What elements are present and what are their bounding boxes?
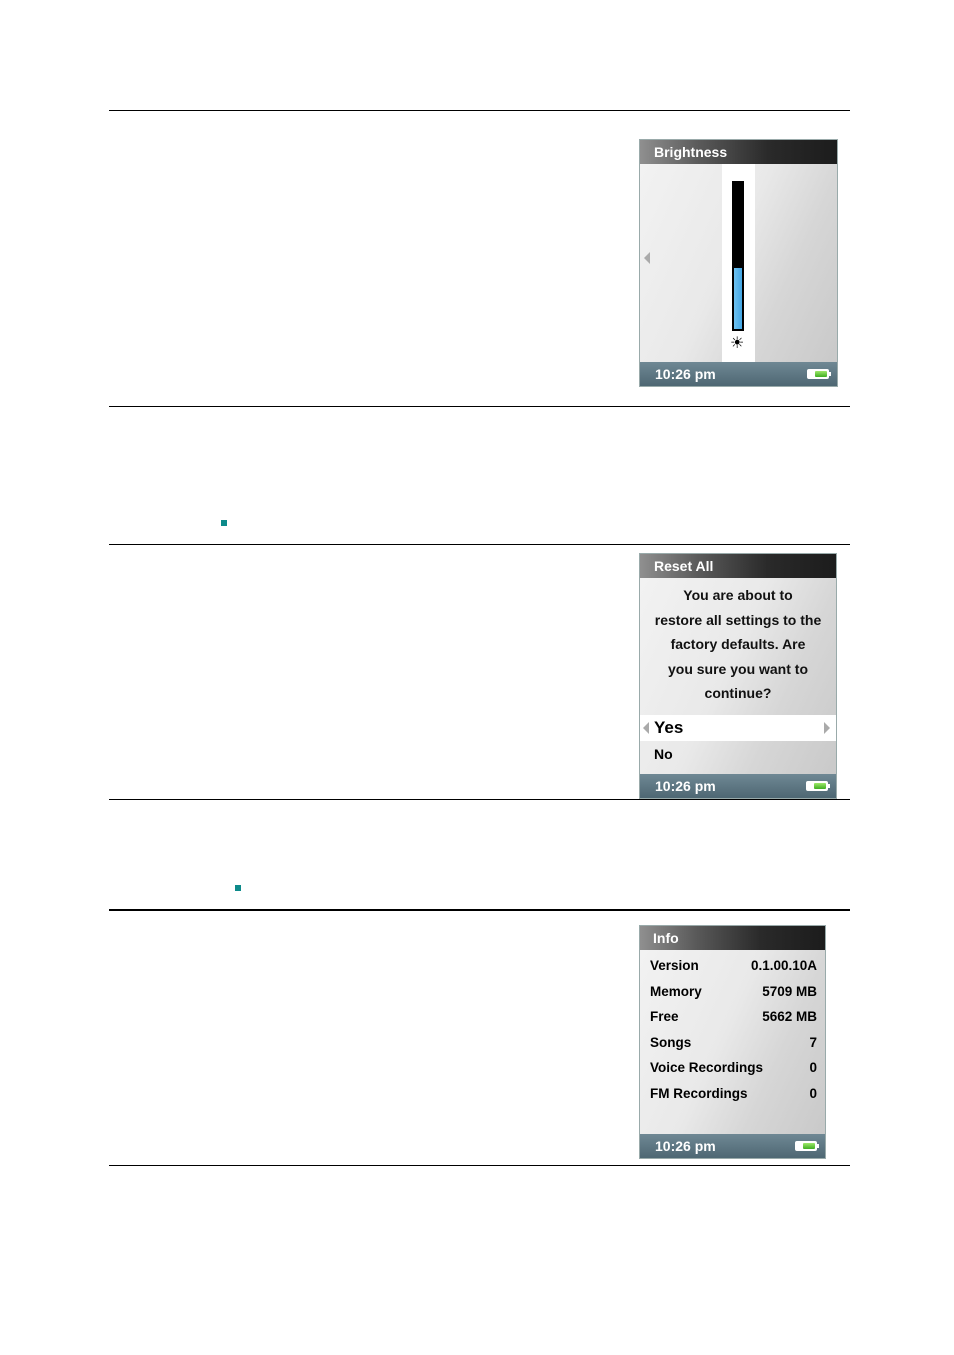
battery-icon xyxy=(806,781,828,791)
divider-4 xyxy=(109,799,850,800)
clock: 10:26 pm xyxy=(655,778,716,794)
sun-icon: ☀ xyxy=(730,335,745,352)
divider-6 xyxy=(109,1165,850,1166)
status-bar xyxy=(640,362,837,386)
message-line: restore all settings to the xyxy=(654,611,822,628)
brightness-screen xyxy=(639,139,838,387)
message-line: you sure you want to xyxy=(667,660,808,677)
info-screen xyxy=(639,925,826,1159)
info-key: Songs xyxy=(650,1035,692,1050)
info-key: Memory xyxy=(650,984,702,999)
info-value: 5662 MB xyxy=(762,1009,817,1024)
bullet-2 xyxy=(235,885,241,891)
bullet-1 xyxy=(221,520,227,526)
info-value: 0 xyxy=(809,1060,817,1075)
yes-option[interactable] xyxy=(640,715,836,741)
info-value: 5709 MB xyxy=(762,984,817,999)
clock: 10:26 pm xyxy=(655,1138,716,1154)
info-key: FM Recordings xyxy=(650,1086,748,1101)
clock: 10:26 pm xyxy=(655,366,716,382)
left-arrow-icon xyxy=(643,722,649,734)
battery-icon xyxy=(795,1141,817,1151)
message-line: factory defaults. Are xyxy=(670,636,806,652)
info-row-songs xyxy=(650,1035,817,1055)
yes-label: Yes xyxy=(654,718,684,737)
status-bar xyxy=(640,774,836,798)
left-arrow-icon[interactable] xyxy=(644,252,650,264)
reset-message xyxy=(646,583,830,706)
divider-5 xyxy=(109,909,850,911)
divider-2 xyxy=(109,406,850,407)
reset-screen xyxy=(639,553,837,799)
no-option[interactable]: No xyxy=(654,746,673,762)
reset-title: Reset All xyxy=(640,554,836,578)
divider-3 xyxy=(109,544,850,545)
status-bar xyxy=(640,1134,825,1158)
info-value: 7 xyxy=(809,1035,817,1050)
right-arrow-icon xyxy=(824,722,830,734)
divider-1 xyxy=(109,110,850,111)
brightness-slider-panel xyxy=(722,164,755,362)
info-row-memory xyxy=(650,984,817,1004)
message-line: You are about to xyxy=(683,587,793,603)
message-line: continue? xyxy=(704,685,772,701)
brightness-slider-fill xyxy=(734,268,742,329)
info-title: Info xyxy=(640,926,825,950)
brightness-slider[interactable] xyxy=(732,181,744,331)
info-key: Voice Recordings xyxy=(650,1060,764,1075)
info-row-free xyxy=(650,1009,817,1029)
info-key: Version xyxy=(650,958,699,973)
info-row-voice-recordings xyxy=(650,1060,817,1080)
info-value: 0.1.00.10A xyxy=(750,958,817,973)
info-value: 0 xyxy=(809,1086,817,1101)
info-row-fm-recordings xyxy=(650,1086,817,1106)
info-row-version xyxy=(650,958,817,978)
battery-icon xyxy=(807,369,829,379)
info-key: Free xyxy=(650,1009,679,1024)
brightness-title: Brightness xyxy=(640,140,837,164)
